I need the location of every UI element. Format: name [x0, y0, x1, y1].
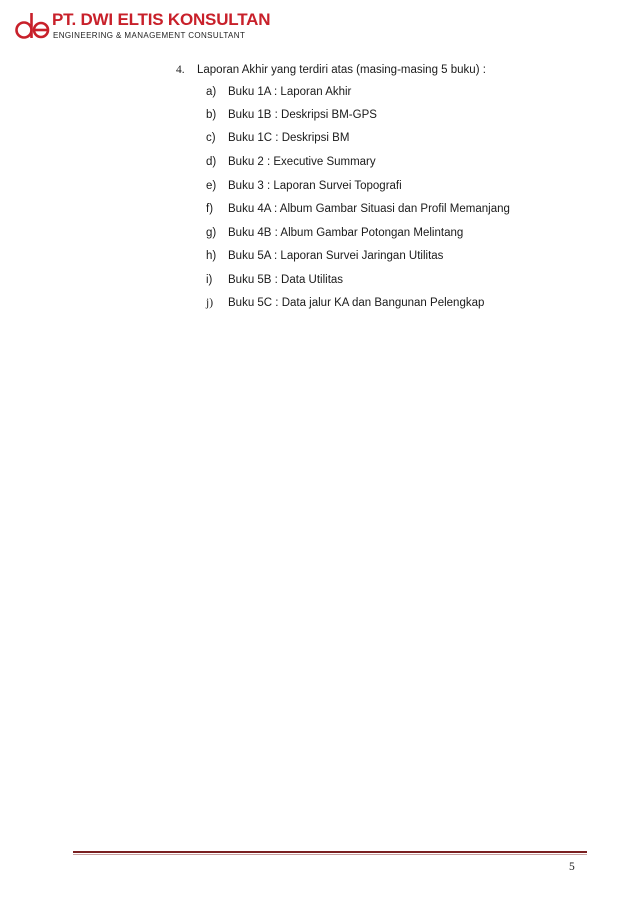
list-item-text: Buku 2 : Executive Summary [228, 156, 376, 168]
company-name: PT. DWI ELTIS KONSULTAN [52, 10, 271, 29]
list-item-text: Buku 1C : Deskripsi BM [228, 132, 350, 144]
list-item-text: Buku 4B : Album Gambar Potongan Melintang [228, 227, 464, 239]
list-item-letter: b) [206, 109, 217, 121]
list-item [206, 227, 463, 243]
list-item-letter: i) [206, 274, 213, 286]
list-item [206, 297, 484, 313]
list-item-letter: f) [206, 203, 214, 215]
footer-divider [73, 851, 587, 853]
list-item-text: Buku 5A : Laporan Survei Jaringan Utilitas [228, 250, 444, 262]
list-item [206, 180, 402, 196]
list-item-letter: h) [206, 250, 217, 262]
list-item [206, 250, 443, 266]
list-item-text: Buku 1B : Deskripsi BM-GPS [228, 109, 377, 121]
list-item-text: Buku 5B : Data Utilitas [228, 274, 344, 286]
list-item [206, 156, 376, 172]
dwi-eltis-logo-icon [14, 9, 50, 43]
list-item [206, 203, 510, 219]
list-item-letter: c) [206, 132, 216, 144]
footer-divider-thin [73, 854, 587, 855]
list-item-letter: g) [206, 227, 217, 239]
list-item [206, 86, 351, 102]
list-item-letter: e) [206, 180, 217, 192]
list-item-text: Buku 1A : Laporan Akhir [228, 86, 352, 98]
company-tagline: ENGINEERING & MANAGEMENT CONSULTANT [53, 31, 246, 40]
list-item [206, 132, 349, 148]
list-item-letter: a) [206, 86, 217, 98]
list-item [206, 274, 343, 290]
list-item-text: Buku 4A : Album Gambar Situasi dan Profil Memanjang [228, 203, 510, 215]
list-item-text: Buku 3 : Laporan Survei Topografi [228, 180, 402, 192]
item-number: 4. [176, 64, 185, 76]
page-number: 5 [569, 861, 575, 873]
list-item-letter: j) [206, 297, 214, 309]
document-header [14, 9, 334, 45]
list-item [206, 109, 377, 125]
list-item-letter: d) [206, 156, 217, 168]
list-item-text: Buku 5C : Data jalur KA dan Bangunan Pelengkap [228, 297, 485, 309]
item-title: Laporan Akhir yang terdiri atas (masing-masing 5 buku) : [197, 64, 486, 76]
list-item-heading [176, 64, 486, 76]
